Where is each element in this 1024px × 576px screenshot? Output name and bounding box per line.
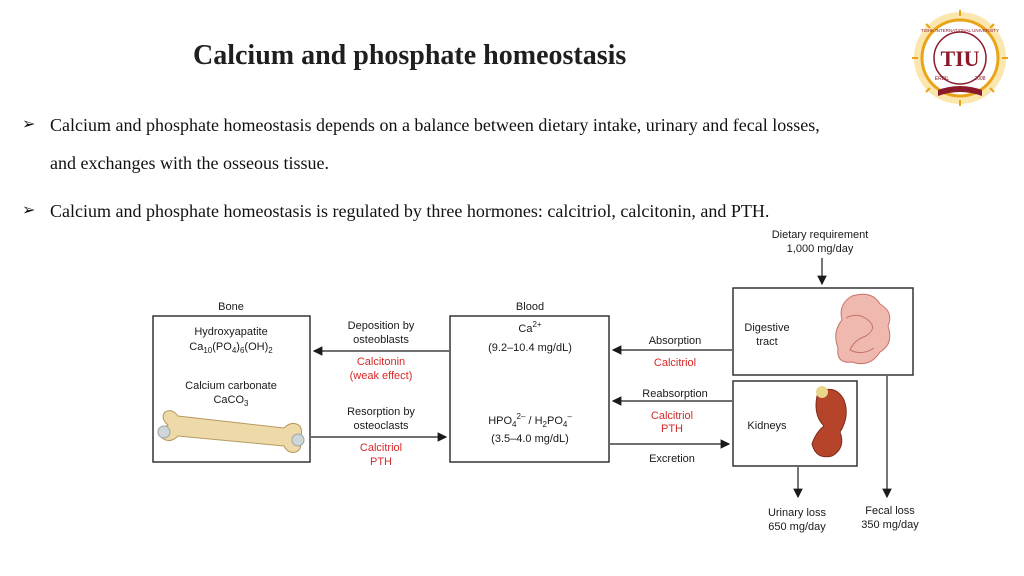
bullet-arrow-icon: ➢ bbox=[22, 116, 36, 133]
formula-sub: 4 bbox=[231, 346, 237, 355]
bullet-text: Calcium and phosphate homeostasis depends on a balance between dietary intake, urinary and fecal losses, bbox=[50, 115, 820, 135]
reabsorption-hormone-2: PTH bbox=[661, 423, 683, 435]
calcium-carbonate-label: Calcium carbonate bbox=[185, 380, 277, 392]
bone-header: Bone bbox=[218, 301, 244, 313]
hydroxyapatite-label: Hydroxyapatite bbox=[194, 326, 268, 338]
resorption-label-2: osteoclasts bbox=[353, 420, 409, 432]
ion-charge: 2+ bbox=[532, 320, 542, 329]
fecal-loss-amount: 350 mg/day bbox=[861, 519, 919, 531]
logo-name: TISHK INTERNATIONAL UNIVERSITY bbox=[920, 28, 1000, 33]
ion-part: PO bbox=[546, 415, 563, 427]
urinary-loss-amount: 650 mg/day bbox=[768, 521, 826, 533]
ion-part: / H bbox=[525, 415, 543, 427]
ion-sub: 4 bbox=[512, 420, 517, 429]
logo-city: ERBIL bbox=[934, 76, 950, 82]
formula-part: CaCO bbox=[213, 394, 245, 406]
resorption-hormone: Calcitriol bbox=[359, 442, 403, 454]
ion-sub: 4 bbox=[562, 420, 568, 429]
digestive-label-2: tract bbox=[756, 336, 778, 348]
resorption-label: Resorption by bbox=[347, 406, 415, 418]
deposition-hormone-note: (weak effect) bbox=[349, 370, 413, 382]
excretion-label: Excretion bbox=[649, 453, 695, 465]
absorption-hormone: Calcitriol bbox=[653, 357, 697, 369]
formula-part: (OH) bbox=[244, 341, 269, 353]
formula-sub: 10 bbox=[203, 346, 213, 355]
kidneys-label: Kidneys bbox=[747, 420, 787, 432]
formula-part: ) bbox=[236, 341, 240, 353]
reabsorption-hormone: Calcitriol bbox=[650, 410, 694, 422]
resorption-hormone-2: PTH bbox=[370, 456, 392, 468]
phosphate-range: (3.5–4.0 mg/dL) bbox=[491, 433, 569, 445]
calcium-carbonate-formula bbox=[213, 394, 249, 408]
dietary-amount: 1,000 mg/day bbox=[786, 243, 854, 255]
ion-symbol: Ca bbox=[518, 323, 533, 335]
dietary-label: Dietary requirement bbox=[771, 229, 869, 241]
reabsorption-label: Reabsorption bbox=[642, 388, 708, 400]
fecal-loss-label: Fecal loss bbox=[865, 505, 915, 517]
logo-initials: TIU bbox=[940, 46, 980, 71]
formula-sub: 3 bbox=[244, 399, 249, 408]
hydroxyapatite-formula bbox=[189, 341, 273, 355]
bullet-text: Calcium and phosphate homeostasis is regulated by three hormones: calcitriol, calcitonin, and PTH. bbox=[50, 201, 770, 221]
blood-header: Blood bbox=[515, 301, 545, 313]
absorption-label: Absorption bbox=[648, 335, 702, 347]
logo-year: 2008 bbox=[974, 76, 986, 82]
deposition-label: Deposition by bbox=[347, 320, 415, 332]
formula-part: (PO bbox=[212, 341, 232, 353]
calcium-range: (9.2–10.4 mg/dL) bbox=[488, 342, 572, 354]
deposition-hormone: Calcitonin bbox=[356, 356, 406, 368]
bullet-text-continued: and exchanges with the osseous tissue. bbox=[50, 153, 329, 173]
ion-charge: 2– bbox=[516, 412, 526, 421]
formula-part: Ca bbox=[189, 341, 204, 353]
urinary-loss-label: Urinary loss bbox=[767, 507, 827, 519]
deposition-label-2: osteoblasts bbox=[353, 334, 409, 346]
formula-sub: 6 bbox=[239, 346, 245, 355]
digestive-label: Digestive bbox=[744, 322, 790, 334]
formula-sub: 2 bbox=[268, 346, 273, 355]
bullet-arrow-icon: ➢ bbox=[22, 202, 36, 219]
page-title: Calcium and phosphate homeostasis bbox=[193, 40, 627, 71]
ion-charge: – bbox=[567, 412, 572, 421]
phosphate-ions bbox=[488, 412, 572, 429]
ion-part: HPO bbox=[488, 415, 513, 427]
ion-sub: 2 bbox=[542, 420, 547, 429]
